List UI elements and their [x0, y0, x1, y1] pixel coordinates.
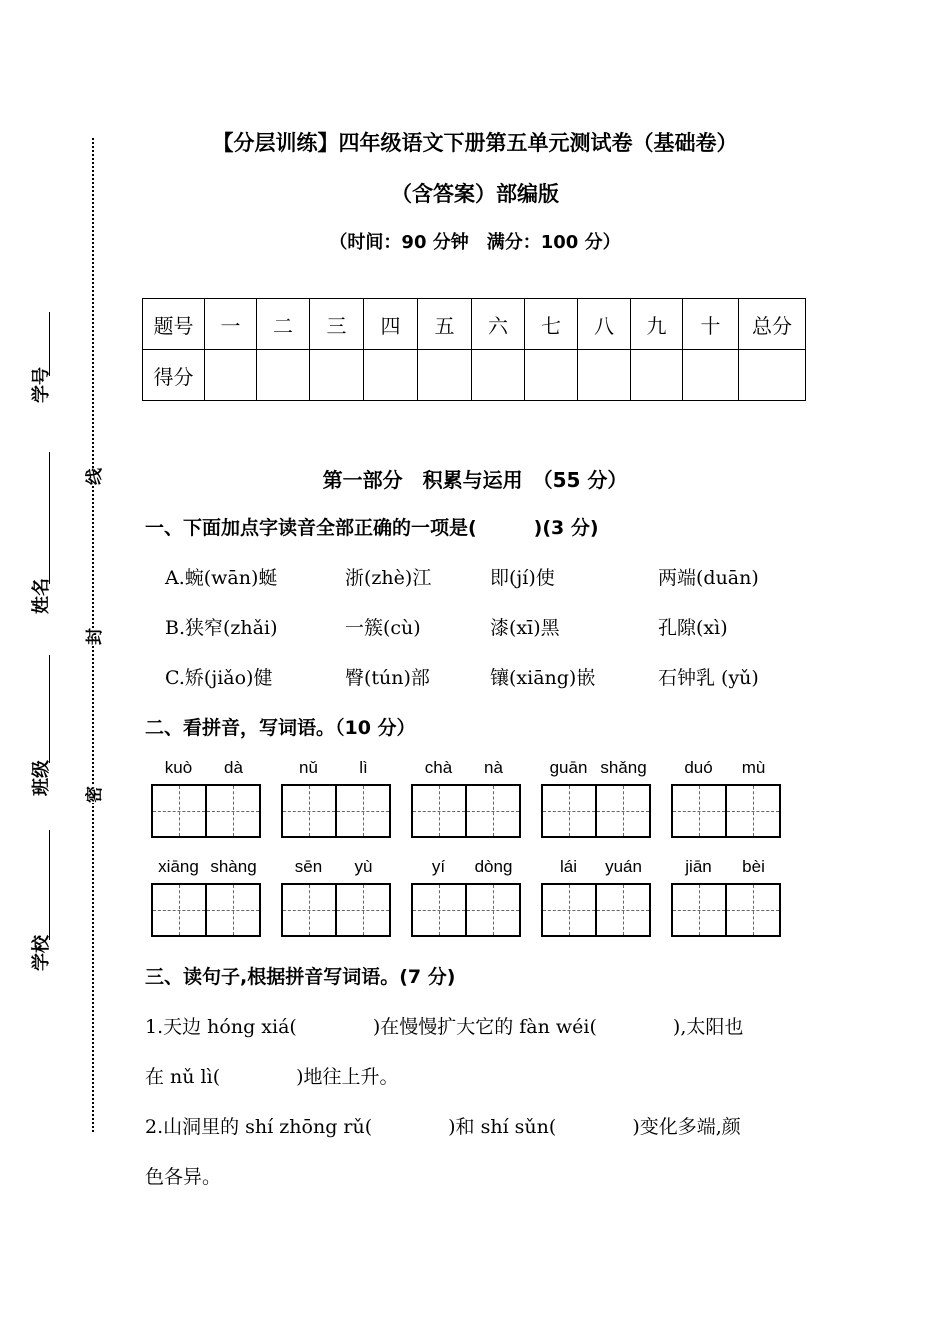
writing-cell[interactable]: [205, 885, 259, 935]
q1-option-c-4: 石钟乳 (yǔ): [658, 667, 759, 689]
page-subtitle: （含答案）部编版: [391, 182, 559, 206]
part1-heading: 第一部分 积累与运用 （55 分）: [322, 468, 628, 492]
seal-mark-secret: 密: [78, 786, 107, 803]
pinyin-label: bèi: [742, 857, 765, 876]
score-table-header: 三: [310, 299, 364, 350]
score-table-header: 总分: [739, 299, 806, 350]
q1-option-b-1: B.狭窄(zhǎi): [165, 617, 278, 639]
pinyin-label: yuán: [605, 857, 642, 876]
name-label: 姓名: [31, 578, 52, 614]
writing-cell[interactable]: [335, 786, 389, 836]
score-table-header: 一: [205, 299, 257, 350]
q1-option-a-3: 即(jí)使: [490, 567, 555, 589]
score-table-header: 九: [631, 299, 683, 350]
writing-grid: [151, 784, 261, 838]
score-table-header: 二: [257, 299, 310, 350]
school-label: 学校: [31, 935, 52, 971]
score-cell[interactable]: [364, 350, 418, 401]
pinyin-label: nà: [484, 758, 503, 777]
exam-info: （时间：90 分钟 满分：100 分）: [329, 232, 621, 253]
pinyin-label: dòng: [474, 857, 513, 876]
seal-mark-seal: 封: [78, 628, 107, 645]
score-cell[interactable]: [472, 350, 525, 401]
score-table-header: 六: [472, 299, 525, 350]
class-blank: [49, 655, 50, 763]
pinyin-label: lì: [359, 758, 368, 777]
writing-grid: [671, 784, 781, 838]
writing-cell[interactable]: [543, 786, 595, 836]
writing-cell[interactable]: [153, 885, 205, 935]
score-table-header: 五: [418, 299, 472, 350]
pinyin-label: jiān: [685, 857, 712, 876]
score-cell[interactable]: [739, 350, 806, 401]
q1-option-b-2: 一簇(cù): [345, 617, 421, 639]
writing-cell[interactable]: [335, 885, 389, 935]
writing-cell[interactable]: [205, 786, 259, 836]
pinyin-label: duó: [684, 758, 713, 777]
score-table-header: 题号: [143, 299, 205, 350]
student-id-blank: [49, 312, 50, 376]
writing-cell[interactable]: [595, 885, 649, 935]
page-title: 【分层训练】四年级语文下册第五单元测试卷（基础卷）: [212, 131, 738, 155]
writing-grid: [151, 883, 261, 937]
score-row-label: 得分: [143, 350, 205, 401]
q2-stem: 二、看拼音，写词语。（10 分）: [145, 717, 416, 739]
score-table-header: 八: [578, 299, 631, 350]
pinyin-label: chà: [424, 758, 453, 777]
q1-option-a-1: A.蜿(wān)蜒: [165, 567, 278, 589]
writing-cell[interactable]: [725, 885, 779, 935]
q1-option-c-3: 镶(xiāng)嵌: [490, 667, 596, 689]
score-table: [142, 298, 806, 401]
writing-grid: [541, 784, 651, 838]
q1-stem: 一、下面加点字读音全部正确的一项是( )(3 分): [145, 517, 599, 539]
q1-option-c-2: 臀(tún)部: [345, 667, 430, 689]
score-cell[interactable]: [683, 350, 739, 401]
pinyin-label: dà: [224, 758, 243, 777]
q3-line: 1.天边 hóng xiá( )在慢慢扩大它的 fàn wéi( ),太阳也: [145, 1016, 744, 1038]
writing-grid: [411, 784, 521, 838]
pinyin-label: mù: [741, 758, 766, 777]
student-id-label: 学号: [31, 367, 52, 403]
pinyin-label: sēn: [294, 857, 323, 876]
writing-grid: [281, 784, 391, 838]
writing-grid: [281, 883, 391, 937]
writing-cell[interactable]: [413, 885, 465, 935]
score-table-score-row: [143, 350, 806, 401]
q1-option-c-1: C.矫(jiǎo)健: [165, 667, 273, 689]
writing-cell[interactable]: [283, 885, 335, 935]
pinyin-label: yù: [354, 857, 373, 876]
pinyin-label: shàng: [210, 857, 257, 876]
school-blank: [49, 830, 50, 940]
score-table-header: 七: [525, 299, 578, 350]
score-cell[interactable]: [578, 350, 631, 401]
q3-line: 色各异。: [145, 1166, 222, 1188]
pinyin-label: guān: [549, 758, 588, 777]
q1-option-a-4: 两端(duān): [658, 567, 759, 589]
writing-cell[interactable]: [725, 786, 779, 836]
seal-mark-line: 线: [78, 468, 107, 485]
writing-cell[interactable]: [595, 786, 649, 836]
q1-option-a-2: 浙(zhè)江: [345, 567, 432, 589]
pinyin-label: xiāng: [158, 857, 199, 876]
writing-cell[interactable]: [153, 786, 205, 836]
writing-grid: [411, 883, 521, 937]
score-cell[interactable]: [631, 350, 683, 401]
writing-grid: [671, 883, 781, 937]
writing-cell[interactable]: [673, 786, 725, 836]
pinyin-label: lái: [559, 857, 577, 876]
score-table-header: 十: [683, 299, 739, 350]
pinyin-label: yí: [431, 857, 446, 876]
q3-stem: 三、读句子,根据拼音写词语。(7 分): [145, 966, 456, 988]
score-cell[interactable]: [418, 350, 472, 401]
q1-option-b-3: 漆(xī)黑: [490, 617, 560, 639]
score-table-header-row: [143, 299, 806, 350]
writing-grid: [541, 883, 651, 937]
writing-cell[interactable]: [543, 885, 595, 935]
pinyin-label: kuò: [164, 758, 193, 777]
writing-cell[interactable]: [673, 885, 725, 935]
q3-line: 2.山洞里的 shí zhōng rǔ( )和 shí sǔn( )变化多端,颜: [145, 1116, 741, 1138]
score-cell[interactable]: [205, 350, 257, 401]
q1-option-b-4: 孔隙(xì): [658, 617, 728, 639]
score-table-header: 四: [364, 299, 418, 350]
class-label: 班级: [31, 760, 52, 796]
pinyin-label: shǎng: [600, 758, 647, 777]
score-cell[interactable]: [257, 350, 310, 401]
q3-line: 在 nǔ lì( )地往上升。: [145, 1066, 399, 1088]
writing-cell[interactable]: [413, 786, 465, 836]
writing-cell[interactable]: [465, 885, 519, 935]
writing-cell[interactable]: [465, 786, 519, 836]
score-cell[interactable]: [525, 350, 578, 401]
pinyin-label: nǔ: [299, 758, 318, 777]
writing-cell[interactable]: [283, 786, 335, 836]
score-cell[interactable]: [310, 350, 364, 401]
